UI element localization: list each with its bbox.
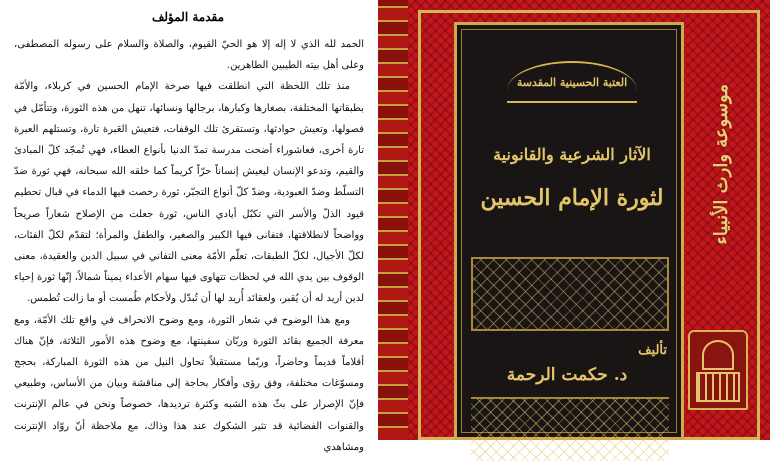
dome-shape: [702, 340, 734, 370]
publisher-banner: العتبة الحسينية المقدسة: [507, 61, 637, 103]
page-body: [14, 34, 364, 453]
shrine-base-shape: [696, 372, 740, 402]
cover-frame: [408, 0, 770, 440]
ornament-pattern: [471, 257, 669, 331]
book-cover: [378, 0, 770, 440]
cover-title-line2: لثورة الإمام الحسين: [480, 185, 664, 211]
author-label: تأليف: [638, 343, 667, 358]
page-heading: مقدمة المؤلف: [151, 10, 225, 24]
paragraph: منذ تلك اللحظة التي انطلقت فيها صرخة الإمام الحسين في كربلاء، والأمّة بطبقاتها المختلفة، بصغارها وكبارها، برجالها ونسائها، تنهل من هذه الثورة، وتتأمّل في فصولها، وتعيش حوادثها، وتستقرئ تلك الوقفات، فتعيش العَبرة تارة، وتستلهم العبرة تارة أخرى، فعاشوراء أضحت مدرسة تمدّ الدنيا بأنواع العطاء، فهي تُمجّد كلّ المبادئ والقيم، وتدعو الإنسان ليعيش إنساناً حرّاً كريماً كما خلقه الله سبحانه، فهي ثورة ضدّ التسلّط وضدّ العبودية، وضدّ كلّ أنواع التجبّر، ثورة رخصت فيها الدماء في قبال تحطيم قيود الذلّ والأسر التي تكبّل أيادي الناس، ثورة جعلت من الإصلاح شعاراً صريحاً وواضحاً لانطلاقتها، فتفانى فيها الكبير والصغير، والطفل والمرأة؛ لتقدّم لكلّ الفئات، لكلّ الأجيال، لكلّ الطبقات، تعلّم الأمّة معنى التفاني في سبيل الدين والعقيدة، معنى الوقوف بين يدي الله في لحظات تتهاوى فيها سهام الأعداء يميناً شمالاً، إنّها ثورة إحياء لدين أريد له أن يُقبر، ولعقائد أُريد لها أن تُبدّل ولأحكام طُمست أو ما زالت تُطمس.: [14, 81, 364, 305]
bottom-ornament-pattern: [471, 397, 669, 461]
paragraph: ومع هذا الوضوح في شعار الثورة، ومع وضوح الانحراف في واقع تلك الأمّة، ومع معرفة الجميع بقائد الثورة وربّان سفينتها، مع وضوح هذه الأمور الثلاثة، فإنّ هناك أقلاماً قديماً وحاضراً، وربّما مستقبلاً تحاول النيل من هذه الثورة المباركة، بحجج ومسوّغات مختلفة، وفق رؤى وأفكار بحاجة إلى مناقشة وبيان من الأساس، وطبيعي فإنّ الإصرار على بثّ هذه الشبه وكثرة ترديدها، خصوصاً ونحن في عالم الإنترنت والقنوات الفضائية قد تثير الشكوك عند هذا وذاك، مع ملاحظة أنّ روّاد الإنترنت ومشاهدي: [14, 314, 364, 453]
book-spine: [378, 0, 408, 440]
title-panel: [454, 22, 684, 440]
shrine-emblem-icon: [688, 330, 748, 410]
cover-title-line1: الآثار الشرعية والقانونية: [493, 145, 651, 164]
paragraph: الحمد لله الذي لا إله إلا هو الحيّ القيوم، والصلاة والسلام على رسوله المصطفى، وعلى أهل بيته الطيبين الطاهرين.: [14, 39, 364, 72]
author-name: د. حكمت الرحمة: [506, 365, 628, 385]
series-title: موسوعة وارث الأنبياء: [710, 83, 732, 245]
series-strip: [690, 14, 752, 314]
text-page: [0, 0, 376, 453]
